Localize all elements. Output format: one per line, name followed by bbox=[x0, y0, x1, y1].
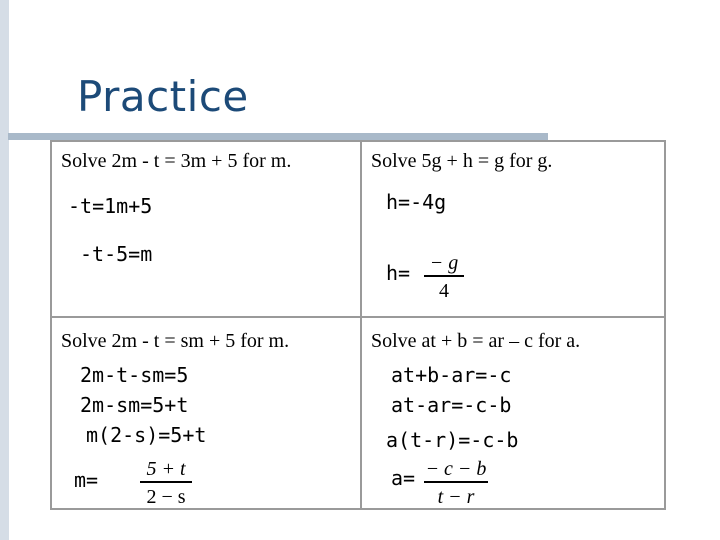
title-underline bbox=[8, 133, 548, 140]
step-top-left-1: -t=1m+5 bbox=[68, 194, 153, 218]
fraction-bottom-right-numerator: − c − b bbox=[425, 458, 487, 480]
step-bottom-right-4: a= bbox=[391, 466, 416, 490]
slide-title: Practice bbox=[77, 72, 249, 121]
fraction-top-right bbox=[424, 252, 464, 302]
step-bottom-right-1: at+b-ar=-c bbox=[391, 363, 512, 387]
fraction-bottom-left-numerator: 5 + t bbox=[146, 458, 186, 480]
fraction-bottom-left-bar bbox=[140, 481, 192, 483]
practice-table bbox=[50, 140, 666, 510]
step-bottom-left-1: 2m-t-sm=5 bbox=[80, 363, 189, 387]
fraction-bottom-right-denominator: t − r bbox=[437, 485, 475, 508]
fraction-bottom-right-bar bbox=[424, 481, 488, 483]
fraction-bottom-left bbox=[140, 458, 192, 508]
step-top-left-2: -t-5=m bbox=[80, 242, 153, 266]
table-horizontal-divider bbox=[52, 316, 664, 318]
fraction-top-right-denominator: 4 bbox=[439, 279, 449, 302]
fraction-bottom-left-denominator: 2 − s bbox=[146, 485, 186, 508]
table-vertical-divider bbox=[360, 142, 362, 508]
problem-top-left: Solve 2m - t = 3m + 5 for m. bbox=[61, 150, 292, 172]
step-bottom-right-2: at-ar=-c-b bbox=[391, 393, 512, 417]
fraction-top-right-numerator: − g bbox=[429, 252, 459, 274]
step-bottom-left-2: 2m-sm=5+t bbox=[80, 393, 189, 417]
problem-bottom-left: Solve 2m - t = sm + 5 for m. bbox=[61, 330, 290, 352]
fraction-bottom-right bbox=[424, 458, 488, 508]
left-accent-bar bbox=[0, 0, 9, 540]
fraction-top-right-bar bbox=[424, 275, 464, 277]
step-top-right-1: h=-4g bbox=[386, 190, 447, 214]
step-bottom-left-3: m(2-s)=5+t bbox=[86, 423, 207, 447]
step-bottom-right-3: a(t-r)=-c-b bbox=[386, 428, 519, 452]
problem-bottom-right: Solve at + b = ar – c for a. bbox=[371, 330, 581, 352]
step-top-right-2: h= bbox=[386, 261, 411, 285]
problem-top-right: Solve 5g + h = g for g. bbox=[371, 150, 553, 172]
step-bottom-left-4: m= bbox=[74, 468, 99, 492]
